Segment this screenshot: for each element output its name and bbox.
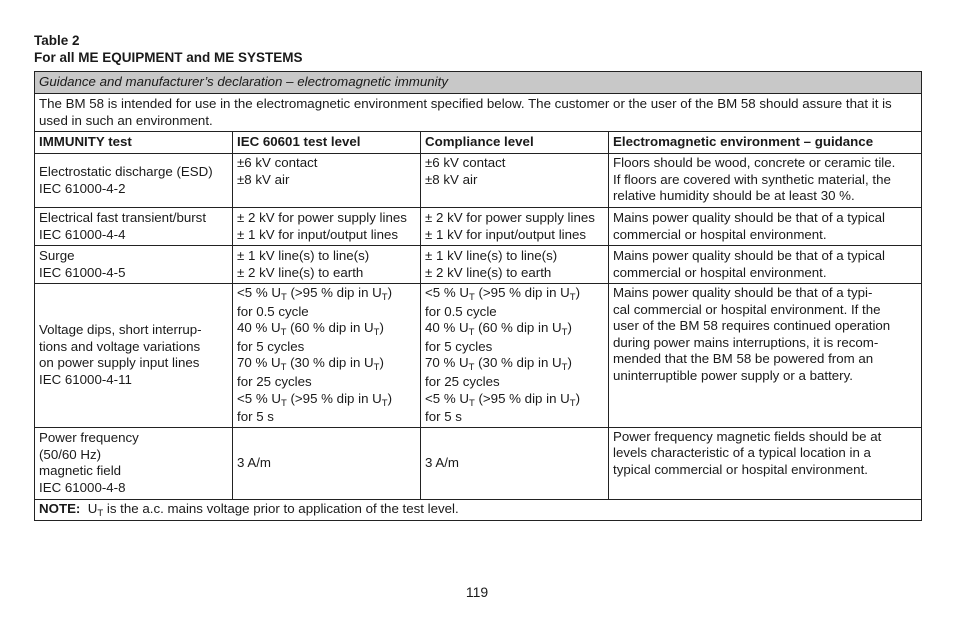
- cell-line: [237, 355, 416, 374]
- voltage-percent: <5 % U: [425, 285, 469, 300]
- cell-line: ± 2 kV for power supply lines: [425, 209, 595, 225]
- cell-line: user of the BM 58 requires continued operation: [613, 318, 891, 334]
- subscript: T: [561, 362, 568, 374]
- cell-line: IEC 61000-4-8: [39, 479, 126, 495]
- cell-guidance: [609, 208, 922, 246]
- table-note: [35, 499, 922, 521]
- closing-paren: ): [379, 355, 384, 371]
- voltage-percent: <5 % U: [237, 285, 281, 300]
- dip-text: (>95 % dip in U: [474, 285, 570, 300]
- cell-compliance-level: [421, 154, 609, 208]
- cell-line: Floors should be wood, concrete or ceramic tile.: [613, 155, 896, 170]
- subscript: T: [373, 327, 380, 339]
- voltage-percent: 40 % U: [425, 320, 469, 336]
- note-symbol: U: [87, 500, 98, 516]
- closing-paren: ): [387, 285, 393, 300]
- note-subscript: T: [97, 507, 104, 519]
- cell-line: for 5 cycles: [425, 338, 493, 354]
- cell-line: on power supply input lines: [39, 355, 200, 371]
- table-caption: Guidance and manufacturer’s declaration – electromagnetic immunity: [35, 72, 922, 94]
- subscript: T: [468, 327, 475, 339]
- closing-paren: ): [387, 390, 393, 406]
- closing-paren: ): [379, 320, 384, 336]
- table-body: [35, 154, 922, 500]
- dip-text: (>95 % dip in U: [474, 390, 570, 406]
- subscript: T: [569, 292, 576, 303]
- cell-line: relative humidity should be at least 30 %.: [613, 188, 855, 204]
- table-heading: [34, 32, 303, 66]
- cell-test-level: [233, 208, 421, 246]
- cell-line: Mains power quality should be that of a typical: [613, 209, 886, 225]
- cell-line: commercial or hospital environment.: [613, 226, 827, 242]
- cell-test-level: [233, 284, 421, 428]
- cell-line: ±8 kV air: [237, 171, 290, 187]
- cell-line: [425, 355, 604, 374]
- cell-line: for 0.5 cycle: [237, 303, 309, 319]
- cell-line: for 5 s: [425, 409, 462, 425]
- cell-line: cal commercial or hospital environment. If the: [613, 301, 881, 317]
- cell-line: for 0.5 cycle: [425, 303, 497, 319]
- cell-line: levels characteristic of a typical location in a: [613, 445, 871, 461]
- cell-line: during power mains interruptions, it is recom-: [613, 334, 879, 350]
- cell-guidance: [609, 284, 922, 428]
- closing-paren: ): [567, 355, 572, 371]
- table-row: [35, 427, 922, 499]
- cell-immunity-test: [35, 154, 233, 208]
- cell-line: IEC 61000-4-11: [39, 371, 132, 387]
- table-intro: The BM 58 is intended for use in the electromagnetic environment specified below. The customer or the user of the BM 58 should assure that it is used in such an environment.: [35, 94, 922, 132]
- subscript: T: [561, 327, 568, 339]
- note-label: NOTE:: [39, 500, 81, 516]
- cell-immunity-test: [35, 284, 233, 428]
- cell-test-level: [233, 246, 421, 284]
- cell-line: Mains power quality should be that of a typical: [613, 247, 886, 263]
- subscript: T: [468, 292, 475, 303]
- dip-text: (60 % dip in U: [474, 320, 562, 336]
- cell-line: for 25 cycles: [237, 373, 312, 389]
- dip-text: (30 % dip in U: [286, 355, 374, 371]
- cell-guidance: [609, 246, 922, 284]
- dip-text: (>95 % dip in U: [286, 390, 382, 406]
- cell-line: ± 1 kV for input/output lines: [237, 226, 399, 242]
- cell-line: [237, 320, 416, 339]
- cell-line: typical commercial or hospital environment.: [613, 461, 868, 477]
- table-title: For all ME EQUIPMENT and ME SYSTEMS: [34, 50, 303, 65]
- cell-compliance-level: [421, 246, 609, 284]
- note-row: [35, 499, 922, 521]
- table-label: Table 2: [34, 33, 80, 48]
- header-compliance-level: Compliance level: [421, 132, 609, 154]
- cell-guidance: [609, 427, 922, 499]
- table-row: [35, 246, 922, 284]
- cell-line: uninterruptible power supply or a battery.: [613, 367, 853, 383]
- cell-line: ± 1 kV line(s) to line(s): [237, 247, 370, 263]
- cell-line: mended that the BM 58 be powered from an: [613, 351, 874, 367]
- dip-text: (>95 % dip in U: [286, 285, 382, 300]
- cell-line: ±6 kV contact: [237, 155, 318, 170]
- voltage-percent: <5 % U: [237, 390, 281, 406]
- subscript: T: [381, 397, 388, 409]
- cell-compliance-level: [421, 208, 609, 246]
- subscript: T: [468, 362, 475, 374]
- cell-line: Power frequency magnetic fields should be at: [613, 428, 882, 444]
- cell-line: for 5 s: [237, 409, 274, 425]
- cell-line: [425, 285, 604, 304]
- cell-line: [237, 285, 416, 304]
- cell-line: If floors are covered with synthetic material, the: [613, 171, 891, 187]
- cell-line: IEC 61000-4-4: [39, 226, 126, 242]
- cell-line: 3 A/m: [425, 454, 459, 470]
- subscript: T: [280, 362, 287, 374]
- cell-line: Electrostatic discharge (ESD): [39, 163, 213, 179]
- cell-line: ±6 kV contact: [425, 155, 506, 170]
- note-text: is the a.c. mains voltage prior to application of the test level.: [103, 500, 459, 516]
- cell-line: for 25 cycles: [425, 373, 500, 389]
- cell-line: Voltage dips, short interrup-: [39, 322, 202, 338]
- cell-line: magnetic field: [39, 463, 122, 479]
- cell-line: [425, 320, 604, 339]
- voltage-percent: 40 % U: [237, 320, 281, 336]
- subscript: T: [381, 292, 388, 303]
- cell-line: (50/60 Hz): [39, 446, 102, 462]
- dip-text: (30 % dip in U: [474, 355, 562, 371]
- table-row: [35, 208, 922, 246]
- cell-line: ± 2 kV line(s) to earth: [425, 264, 552, 280]
- cell-line: ±8 kV air: [425, 171, 478, 187]
- page-number: 119: [465, 584, 489, 600]
- table-row: [35, 154, 922, 208]
- subscript: T: [468, 397, 475, 409]
- emc-immunity-table: [34, 71, 922, 521]
- cell-test-level: [233, 427, 421, 499]
- cell-line: IEC 61000-4-5: [39, 264, 126, 280]
- cell-line: [237, 391, 416, 410]
- header-immunity-test: IMMUNITY test: [35, 132, 233, 154]
- cell-line: [425, 391, 604, 410]
- cell-immunity-test: [35, 427, 233, 499]
- cell-line: Electrical fast transient/burst: [39, 209, 207, 225]
- dip-text: (60 % dip in U: [286, 320, 374, 336]
- cell-compliance-level: [421, 427, 609, 499]
- cell-line: IEC 61000-4-2: [39, 180, 126, 196]
- caption-row: [35, 72, 922, 94]
- subscript: T: [280, 397, 287, 409]
- closing-paren: ): [575, 285, 581, 300]
- intro-row: [35, 94, 922, 132]
- cell-line: Surge: [39, 247, 75, 263]
- table-row: [35, 284, 922, 428]
- cell-line: tions and voltage variations: [39, 338, 201, 354]
- voltage-percent: 70 % U: [425, 355, 469, 371]
- subscript: T: [373, 362, 380, 374]
- voltage-percent: <5 % U: [425, 390, 469, 406]
- subscript: T: [280, 292, 287, 303]
- header-row: [35, 132, 922, 154]
- cell-guidance: [609, 154, 922, 208]
- subscript: T: [569, 397, 576, 409]
- cell-line: for 5 cycles: [237, 338, 305, 354]
- cell-compliance-level: [421, 284, 609, 428]
- cell-line: commercial or hospital environment.: [613, 264, 827, 280]
- cell-line: ± 2 kV line(s) to earth: [237, 264, 364, 280]
- cell-line: ± 1 kV for input/output lines: [425, 226, 587, 242]
- closing-paren: ): [567, 320, 572, 336]
- closing-paren: ): [575, 390, 581, 406]
- header-test-level: IEC 60601 test level: [233, 132, 421, 154]
- cell-line: ± 2 kV for power supply lines: [237, 209, 407, 225]
- voltage-percent: 70 % U: [237, 355, 281, 371]
- header-guidance: Electromagnetic environment – guidance: [609, 132, 922, 154]
- cell-immunity-test: [35, 208, 233, 246]
- subscript: T: [280, 327, 287, 339]
- cell-line: Power frequency: [39, 430, 139, 446]
- cell-test-level: [233, 154, 421, 208]
- cell-immunity-test: [35, 246, 233, 284]
- cell-line: Mains power quality should be that of a typi-: [613, 285, 873, 300]
- cell-line: ± 1 kV line(s) to line(s): [425, 247, 558, 263]
- cell-line: 3 A/m: [237, 454, 271, 470]
